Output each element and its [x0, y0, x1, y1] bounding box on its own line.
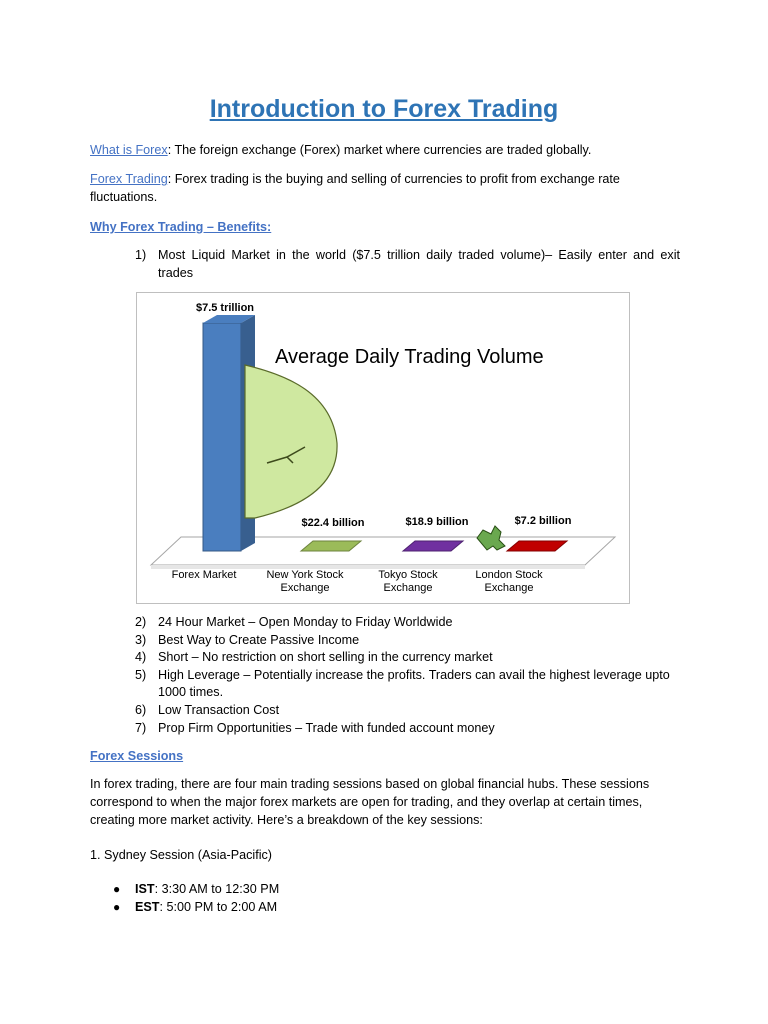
forex-trading-paragraph: [90, 170, 680, 206]
list-item-text: Prop Firm Opportunities – Trade with funded account money: [158, 720, 495, 735]
category-label: Tokyo Stock: [378, 569, 438, 581]
list-item-number: 5): [135, 667, 147, 682]
list-item-number: 1): [135, 248, 147, 262]
list-item: [113, 880, 673, 898]
list-item: [135, 702, 680, 720]
what-is-forex-paragraph: [90, 141, 680, 159]
what-is-forex-text: : The foreign exchange (Forex) market where currencies are traded globally.: [167, 143, 592, 157]
bar-front: [203, 323, 241, 551]
list-item-text: 24 Hour Market – Open Monday to Friday Worldwide: [158, 615, 453, 629]
list-item-number: 2): [135, 615, 147, 629]
data-label: $7.2 billion: [514, 515, 572, 527]
list-item: [135, 649, 680, 667]
data-label: $7.5 trillion: [195, 302, 255, 314]
cartoon-blob-illustration: [245, 365, 337, 518]
sessions-heading[interactable]: [90, 747, 680, 765]
category-label: Exchange: [383, 582, 433, 594]
category-label: Forex Market: [171, 569, 237, 581]
sessions-intro: In forex trading, there are four main trading sessions based on global financial hubs. These sessions correspond to when the major forex markets are open for trading, and they overlap at certain times, creating more market activity. Here’s a breakdown of the key sessions:: [90, 777, 650, 827]
sydney-session-heading: 1. Sydney Session (Asia-Pacific): [90, 848, 272, 862]
benefits-list-first: [135, 247, 680, 282]
list-item-text: Short – No restriction on short selling in the currency market: [158, 650, 493, 665]
benefits-list-rest: [135, 614, 680, 737]
list-item: [113, 898, 673, 916]
chart-svg: [137, 293, 631, 605]
forex-trading-text: : Forex trading is the buying and selling of currencies to profit from exchange rate fluctuations.: [90, 172, 620, 204]
forex-trading-link[interactable]: Forex Trading: [90, 172, 168, 186]
benefits-heading[interactable]: [90, 218, 680, 236]
page-title: Introduction to Forex Trading: [209, 95, 559, 123]
list-item: [135, 720, 680, 738]
list-item: [135, 667, 680, 702]
category-label: Exchange: [280, 582, 330, 594]
time-range: : 5:00 PM to 2:00 AM: [159, 900, 278, 914]
list-item: [135, 614, 680, 632]
list-item: [135, 247, 680, 282]
list-item-text: High Leverage – Potentially increase the profits. Traders can avail the highest leverage upto 1000 times.: [158, 667, 670, 700]
list-item-number: 3): [135, 632, 147, 647]
list-item-text: Best Way to Create Passive Income: [158, 632, 360, 647]
category-label: Exchange: [484, 582, 534, 594]
list-item: [135, 632, 680, 650]
chart-title: Average Daily Trading Volume: [275, 346, 544, 368]
time-zone-label: EST: [135, 900, 160, 914]
time-zone-label: IST: [135, 882, 155, 896]
list-item-text: Low Transaction Cost: [158, 702, 280, 717]
time-range: : 3:30 AM to 12:30 PM: [154, 882, 280, 896]
benefits-heading-link[interactable]: Why Forex Trading – Benefits:: [90, 220, 272, 234]
data-label: $18.9 billion: [405, 516, 469, 528]
list-item-number: 6): [135, 702, 147, 717]
category-label: London Stock: [475, 569, 543, 581]
category-label: New York Stock: [266, 569, 344, 581]
sydney-times-list: [113, 880, 673, 916]
bullet-icon: ●: [113, 882, 121, 896]
bullet-icon: ●: [113, 900, 121, 914]
trading-volume-chart: [136, 292, 630, 604]
sessions-heading-link[interactable]: Forex Sessions: [90, 749, 184, 763]
what-is-forex-link[interactable]: What is Forex: [90, 143, 168, 157]
data-label: $22.4 billion: [301, 517, 365, 529]
list-item-number: 4): [135, 650, 147, 665]
list-item-number: 7): [135, 720, 147, 735]
list-item-text: Most Liquid Market in the world ($7.5 trillion daily traded volume)– Easily enter and exit trades: [158, 248, 680, 280]
